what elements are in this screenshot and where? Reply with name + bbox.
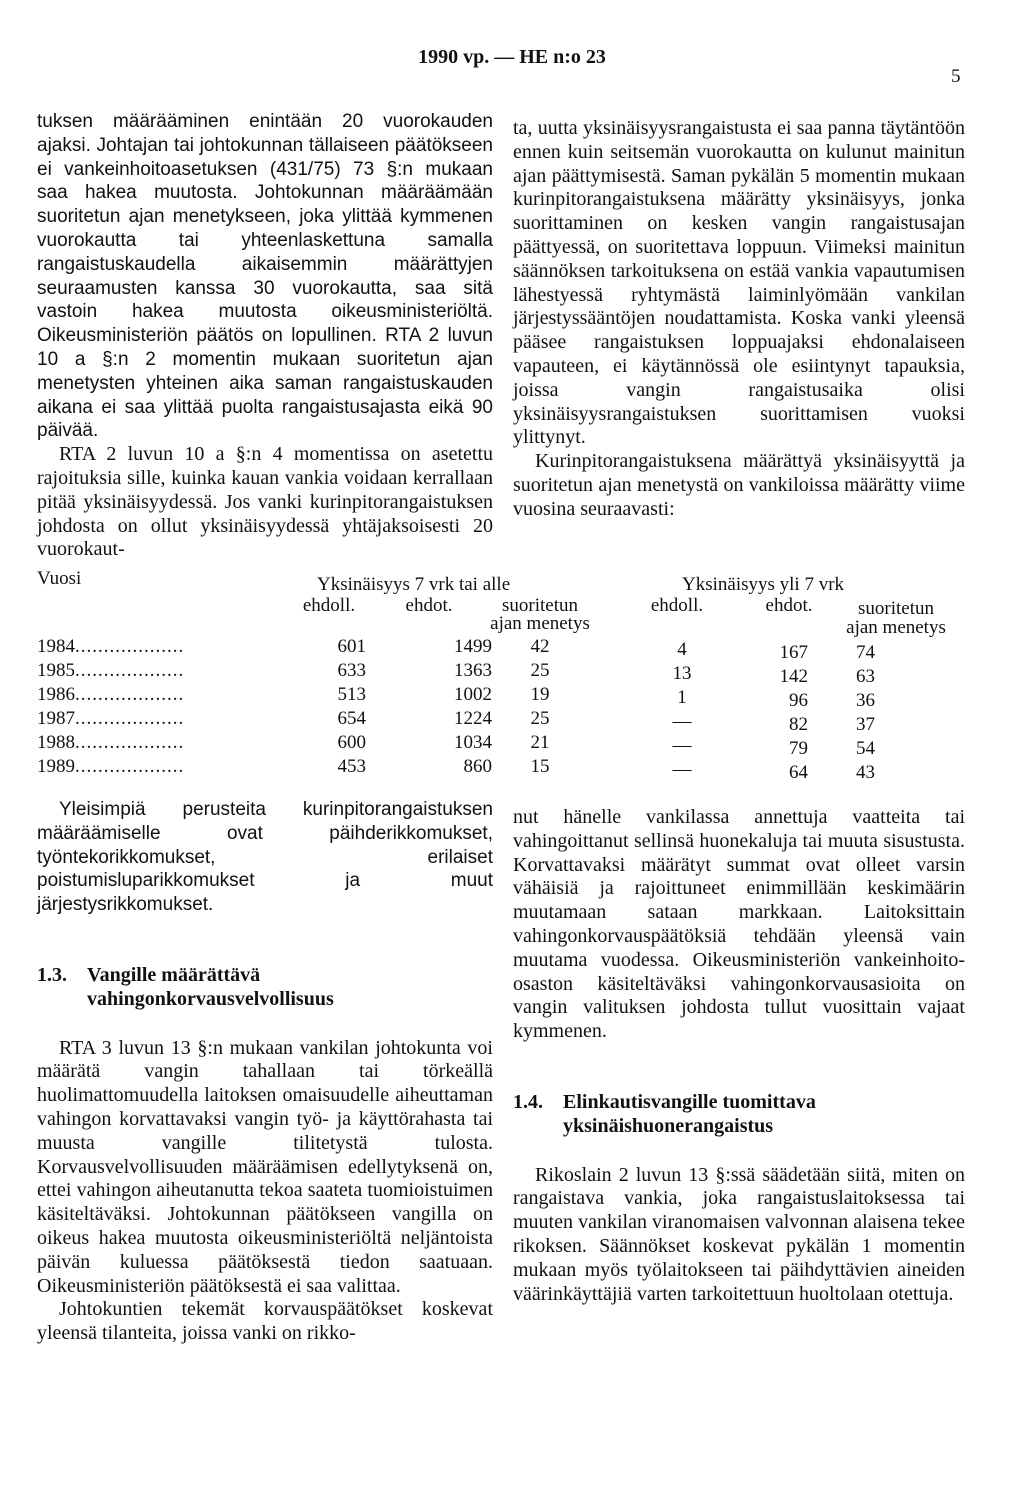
- year-label: 1989: [37, 756, 75, 777]
- table-cell-g1-ehdoll: 513: [337, 684, 366, 705]
- table-cell-g2-ehdot: 96: [789, 690, 808, 711]
- table-cell-g2-menetys: 36: [856, 690, 875, 711]
- section-title: Vangille määrättävä vahingonkorvausvelvollisuus: [87, 963, 334, 1010]
- table-cell-year: [37, 660, 262, 682]
- year-label: 1987: [37, 708, 75, 729]
- table-row: [37, 708, 987, 735]
- table-row: [37, 684, 987, 711]
- table-cell-g1-ehdoll: 654: [337, 708, 366, 729]
- table-cell-g1-ehdot: 1224: [454, 708, 492, 729]
- page-header-title: 1990 vp. — HE n:o 23: [418, 46, 606, 68]
- leader-dots: ...................: [75, 636, 185, 657]
- leader-dots: ...................: [75, 732, 185, 753]
- table-header-g1-suoritetun: suoritetun: [502, 595, 578, 616]
- table-cell-g2-ehdot: 82: [789, 714, 808, 735]
- section-number: 1.3.: [37, 963, 67, 986]
- table-cell-g2-menetys: 74: [856, 642, 875, 663]
- table-header-g1-ehdot: ehdot.: [405, 595, 453, 616]
- paragraph: Johtokuntien tekemät korvauspäätökset koskevat yleensä tilanteita, joissa vanki on rikko-: [37, 1298, 493, 1345]
- leader-dots: ...................: [75, 756, 185, 777]
- table-cell-g1-menetys: 42: [530, 636, 550, 657]
- table-header-year: Vuosi: [37, 568, 82, 589]
- table-cell-g1-ehdot: 1499: [454, 636, 492, 657]
- leader-dots: ...................: [75, 684, 185, 705]
- table-row: [37, 636, 987, 663]
- paragraph: Kurinpitorangaistuksena määrättyä yksinäisyyttä ja suoritetun ajan menetystä on vankiloissa määrätty viime vuosina seuraavasti:: [513, 450, 965, 520]
- paragraph: ta, uutta yksinäisyysrangaistusta ei saa panna täytäntöön ennen kuin seitsemän vuorokautta on kulunut mainitun ajan päättymisestä. Saman pykälän 5 momentin mukaan kurinpitorangaistuksena määrätty yksinäisyys, jonka suorittaminen on kesken vangin rangaistusajan päättyessä, on suoritettava loppuun. Viimeksi mainitun säännöksen tarkoituksena on estää vankia vapautumisen lähestyessä ryhtymästä laiminlyömään vankilan järjestyssääntöjen noudattamista. Koska vanki yleensä pääsee rangaistuksen loppuajaksi ehdonalaiseen vapauteen, ei käytännössä ole esiintynyt tapauksia, joissa vangin rangaistusaika olisi yksinäisyysrangaistuksen suorittamisen vuoksi ylittynyt.: [513, 117, 965, 449]
- table-header-g2-suoritetun: suoritetun: [858, 598, 934, 619]
- year-label: 1988: [37, 732, 75, 753]
- paragraph: RTA 2 luvun 10 a §:n 4 momentissa on asetettu rajoituksia sille, kuinka kauan vankia voidaan kerrallaan pitää yksinäisyydessä. Jos vanki kurinpitorangaistuksen johdosta on ollut yksinäisyydessä yhtäjaksoisesti 20 vuorokaut-: [37, 443, 493, 561]
- paragraph: nut hänelle vankilassa annettuja vaatteita tai vahingoittanut sellinsä huonekaluja tai muuta sisustusta. Korvattavaksi määrätyt summat ovat olleet varsin vähäisiä ja rajoittuneet enimmillään keskimäärin muutamaan sataan markkaan. Laitoksittain vahingonkorvauspäätöksiä tehdään yleensä vain muutama vuodessa. Oikeusministeriön vankeinhoito-osaston käsiteltäväksi vahingonkorvausasioita on vangin valituksen johdosta tullut vuosittain vajaat kymmenen.: [513, 806, 965, 1043]
- table-cell-g1-menetys: 21: [530, 732, 550, 753]
- paragraph: RTA 3 luvun 13 §:n mukaan vankilan johtokunta voi määrätä vangin tahallaan tai törkeällä huolimattomuudella laitoksen omaisuudelle aiheuttaman vahingon korvattavaksi vangin työ- ja käyttörahasta tai muusta vangille tilitetystä tulosta. Korvausvelvollisuuden määräämisen edellytyksenä on, ettei vahingon aiheutanutta tekoa saateta tuomioistuimen käsiteltäväksi. Johtokunnan päätökseen vangilla on oikeus hakea muutosta oikeusministeriöltä neljäntoista päivän kuluessa päätöksestä tiedon saatuaan. Oikeusministeriön päätöksestä ei saa valittaa.: [37, 1036, 493, 1297]
- table-cell-g2-ehdoll: —: [672, 759, 692, 780]
- year-label: 1985: [37, 660, 75, 681]
- year-label: 1984: [37, 636, 75, 657]
- table-cell-g1-menetys: 25: [530, 708, 550, 729]
- table-cell-g1-ehdoll: 453: [337, 756, 366, 777]
- table-cell-year: [37, 756, 262, 778]
- table-cell-g2-ehdot: 142: [779, 666, 808, 687]
- section-number: 1.4.: [513, 1090, 543, 1113]
- column-bottom-left: [37, 798, 493, 1346]
- paragraph: tuksen määrääminen enintään 20 vuorokauden ajaksi. Johtajan tai johtokunnan tällaiseen päätökseen ei vankeinhoitoasetuksen (431/75) 73 §:n mukaan saa hakea muutosta. Johtokunnan määräämään suoritetun ajan menetykseen, joka ylittää kymmenen vuorokautta tai yhteenlaskettuna samalla rangaistuskaudella aikaisemmin määrättyjen seuraamusten kanssa 30 vuorokautta, saa sitä vastoin hakea muutosta oikeusministeriöltä. Oikeusministeriön päätös on lopullinen. RTA 2 luvun 10 a §:n 2 momentin mukaan suoritetun ajan menetysten yhteinen aika saman rangaistuskauden aikana ei saa ylittää puolta rangaistusajasta eikä 90 päivää.: [37, 111, 493, 442]
- table-header-g1-menetys: ajan menetys: [490, 613, 590, 634]
- table-cell-g2-ehdoll: 13: [672, 663, 692, 684]
- table-cell-g2-ehdoll: —: [672, 735, 692, 756]
- table-cell-g2-menetys: 43: [856, 762, 875, 783]
- table-cell-g1-menetys: 19: [530, 684, 550, 705]
- section-heading-1-3: [37, 964, 493, 1012]
- section-heading-1-4: [513, 1091, 965, 1139]
- column-top-left: [37, 110, 493, 562]
- table-cell-g2-menetys: 54: [856, 738, 875, 759]
- table-header-group2: Yksinäisyys yli 7 vrk: [682, 574, 845, 595]
- table-header-group1: Yksinäisyys 7 vrk tai alle: [317, 574, 511, 595]
- table-cell-g1-ehdot: 860: [463, 756, 492, 777]
- table-header-g2-ehdoll: ehdoll.: [650, 595, 704, 616]
- table-cell-g2-ehdoll: 1: [677, 687, 687, 708]
- paragraph: Rikoslain 2 luvun 13 §:ssä säädetään siitä, miten on rangaistava vankia, joka rangaistuslaitoksessa tai muuten vankilan viranomaisen valvonnan alaisena tekee rikoksen. Säännökset koskevat pykälän 1 momentin mukaan myös työlaitokseen tai päihdyttävien aineiden väärinkäyttäjiä varten tarkoitettuun huoltolaan otettuja.: [513, 1163, 965, 1305]
- table-cell-g2-ehdot: 79: [789, 738, 808, 759]
- table-row: [37, 756, 987, 783]
- table-cell-g1-ehdot: 1002: [454, 684, 492, 705]
- table-cell-g2-ehdot: 64: [789, 762, 808, 783]
- column-top-right: [513, 117, 965, 522]
- year-label: 1986: [37, 684, 75, 705]
- table-header-g2-ehdot: ehdot.: [765, 595, 813, 616]
- table-cell-g2-ehdot: 167: [779, 642, 808, 663]
- statistics-table: [37, 568, 987, 783]
- leader-dots: ...................: [75, 708, 185, 729]
- table-row: [37, 732, 987, 759]
- table-cell-g1-ehdoll: 601: [337, 636, 366, 657]
- table-cell-year: [37, 684, 262, 706]
- table-cell-g2-ehdoll: —: [672, 711, 692, 732]
- page-number: 5: [951, 66, 961, 87]
- table-header-g1-ehdoll: ehdoll.: [302, 595, 356, 616]
- paragraph: Yleisimpiä perusteita kurinpitorangaistuksen määräämiselle ovat päihderikkomukset, työntekorikkomukset, erilaiset poistumisluparikkomukset ja muut järjestysrikkomukset.: [37, 799, 493, 916]
- section-title: Elinkautisvangille tuomittava yksinäishuonerangaistus: [563, 1090, 816, 1137]
- table-cell-g1-menetys: 15: [530, 756, 550, 777]
- table-row: [37, 660, 987, 687]
- table-cell-g2-menetys: 37: [856, 714, 875, 735]
- table-cell-g1-ehdot: 1034: [454, 732, 492, 753]
- table-cell-g1-ehdot: 1363: [454, 660, 492, 681]
- table-cell-g1-ehdoll: 600: [337, 732, 366, 753]
- table-cell-year: [37, 708, 262, 730]
- table-cell-g1-ehdoll: 633: [337, 660, 366, 681]
- table-cell-g2-ehdoll: 4: [677, 639, 687, 660]
- table-cell-year: [37, 732, 262, 754]
- table-cell-g1-menetys: 25: [530, 660, 550, 681]
- table-header-g2-menetys: ajan menetys: [846, 617, 946, 638]
- leader-dots: ...................: [75, 660, 185, 681]
- column-bottom-right: [513, 806, 965, 1306]
- table-cell-year: [37, 636, 262, 658]
- table-cell-g2-menetys: 63: [856, 666, 875, 687]
